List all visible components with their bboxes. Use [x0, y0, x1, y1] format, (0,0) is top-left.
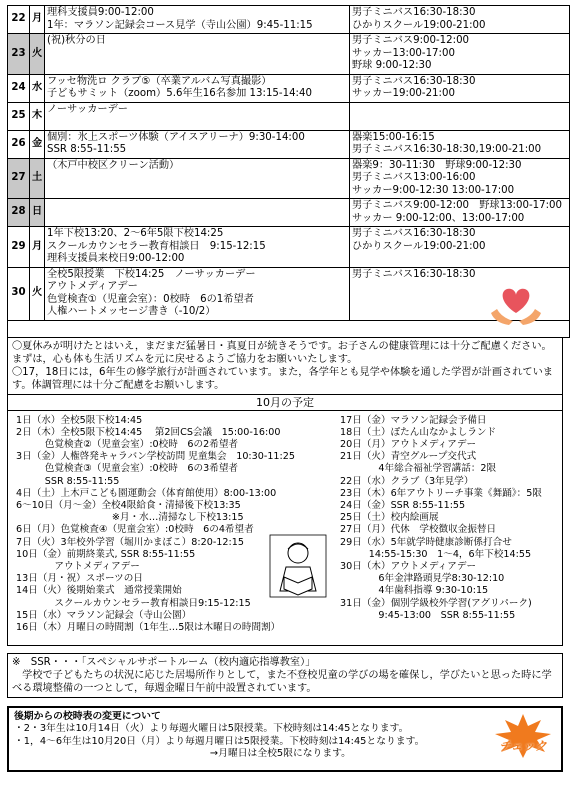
- monthly-bulletin: [7, 5, 563, 772]
- weekday: 日: [30, 199, 45, 227]
- weekday: 月: [30, 227, 45, 268]
- event-cell: [45, 6, 350, 34]
- october-entry: 18日（土）ぽたん山なかよしランド: [340, 426, 497, 438]
- event-line: 理科支援員来校日9:00-12:00: [47, 253, 185, 264]
- event-line: 子どもサミット（zoom）5.6年生16名参加 13:15-14:40: [47, 88, 312, 99]
- schedule-row: [8, 130, 570, 158]
- event-line: 人権ハートメッセージ書き（-10/2）: [47, 306, 216, 317]
- club-cell: [350, 227, 570, 268]
- club-line: 器楽9：30-11:30 野球9:00-12:30: [352, 159, 522, 171]
- october-entry: 6年金津路頭見学8:30-12:10: [340, 573, 505, 585]
- october-entry: 15日（水）マラソン記録会（寺山公園）: [16, 609, 192, 621]
- change-line-1: ・2・3年生は10月14日（火）より毎週火曜日は5限授業。下校時刻は14:45となります。: [14, 723, 409, 734]
- weekday: 木: [30, 102, 45, 130]
- october-entry: 6日（月）色覚検査④（児童会室）:0校時 6の4希望者: [16, 524, 254, 536]
- october-entry: 23日（木）6年アウトリーチ事業《舞踊》：5限: [340, 487, 542, 499]
- october-entry: ※月・水…清掃なし下校13:15: [16, 512, 244, 524]
- october-entry: 30日（木）アウトメディアデー: [340, 560, 477, 572]
- october-entry: 16日（木）月曜日の時間割（1年生…5限は木曜日の時間割）: [16, 621, 281, 633]
- weekday: 金: [30, 130, 45, 158]
- ssr-body: 学校で子どもたちの状況に応じた居場所作りとして，また不登校児童の学びの場を確保し，学びたいと思った時に学べる環境整備の一つとして，毎週金曜日午前中設置されています。: [12, 669, 552, 694]
- event-cell: [45, 199, 350, 227]
- club-line: 男子ミニバス16:30-18:30: [352, 7, 476, 18]
- weekday: 火: [30, 34, 45, 75]
- schedule-row: [8, 199, 570, 227]
- october-entry: スクールカウンセラー教育相談日9:15-12:15: [16, 597, 251, 609]
- club-line: サッカー13:00-17:00: [352, 47, 455, 59]
- october-entry: 10日（金）前期終業式, SSR 8:55-11:55: [16, 548, 196, 560]
- event-line: SSR 8:55-11:55: [47, 144, 127, 155]
- day-number: 26: [8, 130, 30, 158]
- october-entry: 色覚検査②（児童会室）:0校時 6の2希望者: [16, 438, 239, 450]
- day-number: 30: [8, 267, 30, 320]
- event-line: 色覚検査①（児童会室）：0校時 6の1希望者: [47, 293, 254, 305]
- october-entry: 14日（火）後期始業式 通常授業開始: [16, 585, 182, 597]
- club-cell: [350, 158, 570, 199]
- october-entry: 25日（土）校内絵画展: [340, 512, 439, 524]
- event-line: 個別：氷上スポーツ体験（アイスアリーナ）9:30-14:00: [47, 131, 305, 143]
- schedule-row: [8, 227, 570, 268]
- schedule-row: [8, 158, 570, 199]
- check-badge: [491, 712, 555, 760]
- event-line: ノーサッカーデー: [47, 103, 128, 115]
- day-number: 29: [8, 227, 30, 268]
- october-entry: 17日（金）マラソン記録会予備日: [340, 414, 487, 426]
- notice-line-2: 〇17，18日には，6年生の修学旅行が計画されています。また，各学年とも見学や体験を通した学習が計画されています。体調管理には十分ご配慮をお願いします。: [12, 366, 553, 391]
- event-cell: [45, 34, 350, 75]
- club-cell: [350, 6, 570, 34]
- weekday: 土: [30, 158, 45, 199]
- change-title: 後期からの校時表の変更について: [14, 710, 161, 722]
- club-line: ひかりスクール19:00-21:00: [352, 240, 486, 252]
- club-line: 男子ミニバス9:00-12:00: [352, 35, 470, 46]
- event-line: 理科支援員9:00-12:00: [47, 7, 154, 18]
- october-entry: 7日（火）3年校外学習（堀川かまぼこ）8:20-12:15: [16, 536, 244, 548]
- event-line: アウトメディアデー: [47, 281, 138, 292]
- ssr-title: ※ SSR・・・「スペシャルサポートルーム（校内適応指導教室）」: [12, 656, 316, 668]
- october-entry: 色覚検査③（児童会室）:0校時 6の3希望者: [16, 463, 239, 475]
- check-label: チェック: [499, 738, 547, 753]
- event-line: 全校5限授業 下校14:25 ノーサッカーデー: [47, 268, 256, 280]
- event-cell: [45, 102, 350, 130]
- club-line: サッカー9:00-12:30 13:00-17:00: [352, 184, 515, 196]
- october-entry: 14:55-15:30 1～4，6年下校14:55: [340, 548, 532, 560]
- club-cell: [350, 34, 570, 75]
- october-entry: SSR 8:55-11:55: [16, 475, 120, 487]
- club-cell: [350, 130, 570, 158]
- october-entry: 31日（金）個別学級校外学習(アグリパーク): [340, 597, 532, 609]
- change-line-2: ・1，4～6年生は10月20日（月）より毎週月曜日は5限授業。下校時刻は14:45となります。: [14, 735, 425, 747]
- change-line-3: →月曜日は全校5限になります。: [14, 748, 351, 759]
- schedule-row: [8, 102, 570, 130]
- october-entry: 27日（月）代休 学校徴収金振替日: [340, 524, 497, 536]
- club-line: 男子ミニバス16:30-18:30: [352, 228, 476, 239]
- october-entry: 20日（月）アウトメディアデー: [340, 438, 477, 450]
- event-line: フッセ物洗ロ クラブ⑤（卒業アルバム写真撮影）: [47, 75, 272, 87]
- event-cell: [45, 227, 350, 268]
- october-entry: 13日（月・祝）スポーツの日: [16, 573, 143, 585]
- october-entry: 2日（木）全校5限下校14:45 第2回CS会議 15:00-16:00: [16, 426, 281, 438]
- october-schedule: [7, 411, 563, 646]
- schedule-row: [8, 267, 570, 320]
- october-entry: 21日（火）青空グループ交代式: [340, 451, 477, 463]
- club-line: 男子ミニバス16:30-18:30: [352, 268, 476, 280]
- weekday: 火: [30, 267, 45, 320]
- october-entry: アウトメディアデー: [16, 560, 140, 572]
- october-entry: 4年総合福祉学習講話：2限: [340, 463, 497, 475]
- timetable-change-box: [7, 706, 563, 772]
- club-cell: [350, 102, 570, 130]
- club-line: 男子ミニバス16:30-18:30: [352, 75, 476, 87]
- event-line: (祝)秋分の日: [47, 35, 106, 46]
- october-entry: 4日（土）上木戸こども園運動会（体育館使用）8:00-13:00: [16, 487, 277, 499]
- club-line: 男子ミニバス16:30-18:30,19:00-21:00: [352, 144, 542, 155]
- october-entry: 6～10日（月～金）全校4限給食・清掃後下校13:35: [16, 499, 241, 511]
- october-entry: 24日（金）SSR 8:55-11:55: [340, 499, 466, 511]
- club-line: 野球 9:00-12:30: [352, 60, 432, 71]
- day-number: 23: [8, 34, 30, 75]
- club-line: サッカー19:00-21:00: [352, 88, 455, 99]
- day-number: 28: [8, 199, 30, 227]
- schedule-table: [7, 5, 570, 338]
- weekday: 水: [30, 74, 45, 102]
- schedule-row: [8, 6, 570, 34]
- club-line: 男子ミニバス13:00-16:00: [352, 172, 476, 183]
- schedule-row: [8, 34, 570, 75]
- day-number: 27: [8, 158, 30, 199]
- event-cell: [45, 74, 350, 102]
- october-title: 10月の予定: [7, 395, 563, 411]
- event-line: 1年下校13:20、2～6年5限下校14:25: [47, 228, 224, 239]
- october-entry: 29日（水）5年就学時健康診断係打合せ: [340, 536, 512, 548]
- october-right-column: [340, 415, 562, 622]
- event-line: スクールカウンセラー教育相談日 9:15-12:15: [47, 240, 266, 252]
- day-number: 25: [8, 102, 30, 130]
- club-line: 器楽15:00-16:15: [352, 131, 435, 143]
- day-number: 22: [8, 6, 30, 34]
- club-cell: [350, 74, 570, 102]
- notice-line-1: 〇夏休みが明けたとはいえ，まだまだ猛暑日・真夏日が続きそうです。お子さんの健康管理には十分ご配慮ください。まずは，心も体も生活リズムを元に戻せるようご協力をお願いいたします。: [12, 340, 552, 365]
- october-entry: 1日（水）全校5限下校14:45: [16, 414, 143, 426]
- club-line: サッカー 9:00-12:00、13:00-17:00: [352, 212, 525, 224]
- weekday: 月: [30, 6, 45, 34]
- october-entry: 9:45-13:00 SSR 8:55-11:55: [340, 609, 516, 621]
- day-number: 24: [8, 74, 30, 102]
- club-cell: [350, 199, 570, 227]
- october-entry: 4年歯科指導 9:30-10:15: [340, 585, 489, 597]
- club-line: ひかりスクール19:00-21:00: [352, 19, 486, 31]
- ssr-explanation: [7, 653, 563, 698]
- event-cell: [45, 267, 350, 320]
- schedule-row: [8, 74, 570, 102]
- boy-reading-illustration: [266, 531, 328, 601]
- october-left-column: [16, 415, 346, 635]
- october-entry: 3日（金）人権啓発キャラバン学校訪問 児童集会 10:30-11:25: [16, 451, 295, 463]
- health-notice: [7, 338, 563, 395]
- club-line: 男子ミニバス9:00-12:00 野球13:00-17:00: [352, 200, 562, 211]
- event-cell: [45, 158, 350, 199]
- october-entry: 22日（水）クラブ（3年見学）: [340, 475, 474, 487]
- event-line: 1年：マラソン記録会コース見学（寺山公園）9:45-11:15: [47, 19, 313, 31]
- event-cell: [45, 130, 350, 158]
- heart-hands-illustration: [487, 283, 545, 329]
- event-line: （木戸中校区クリーン活動）: [47, 159, 180, 171]
